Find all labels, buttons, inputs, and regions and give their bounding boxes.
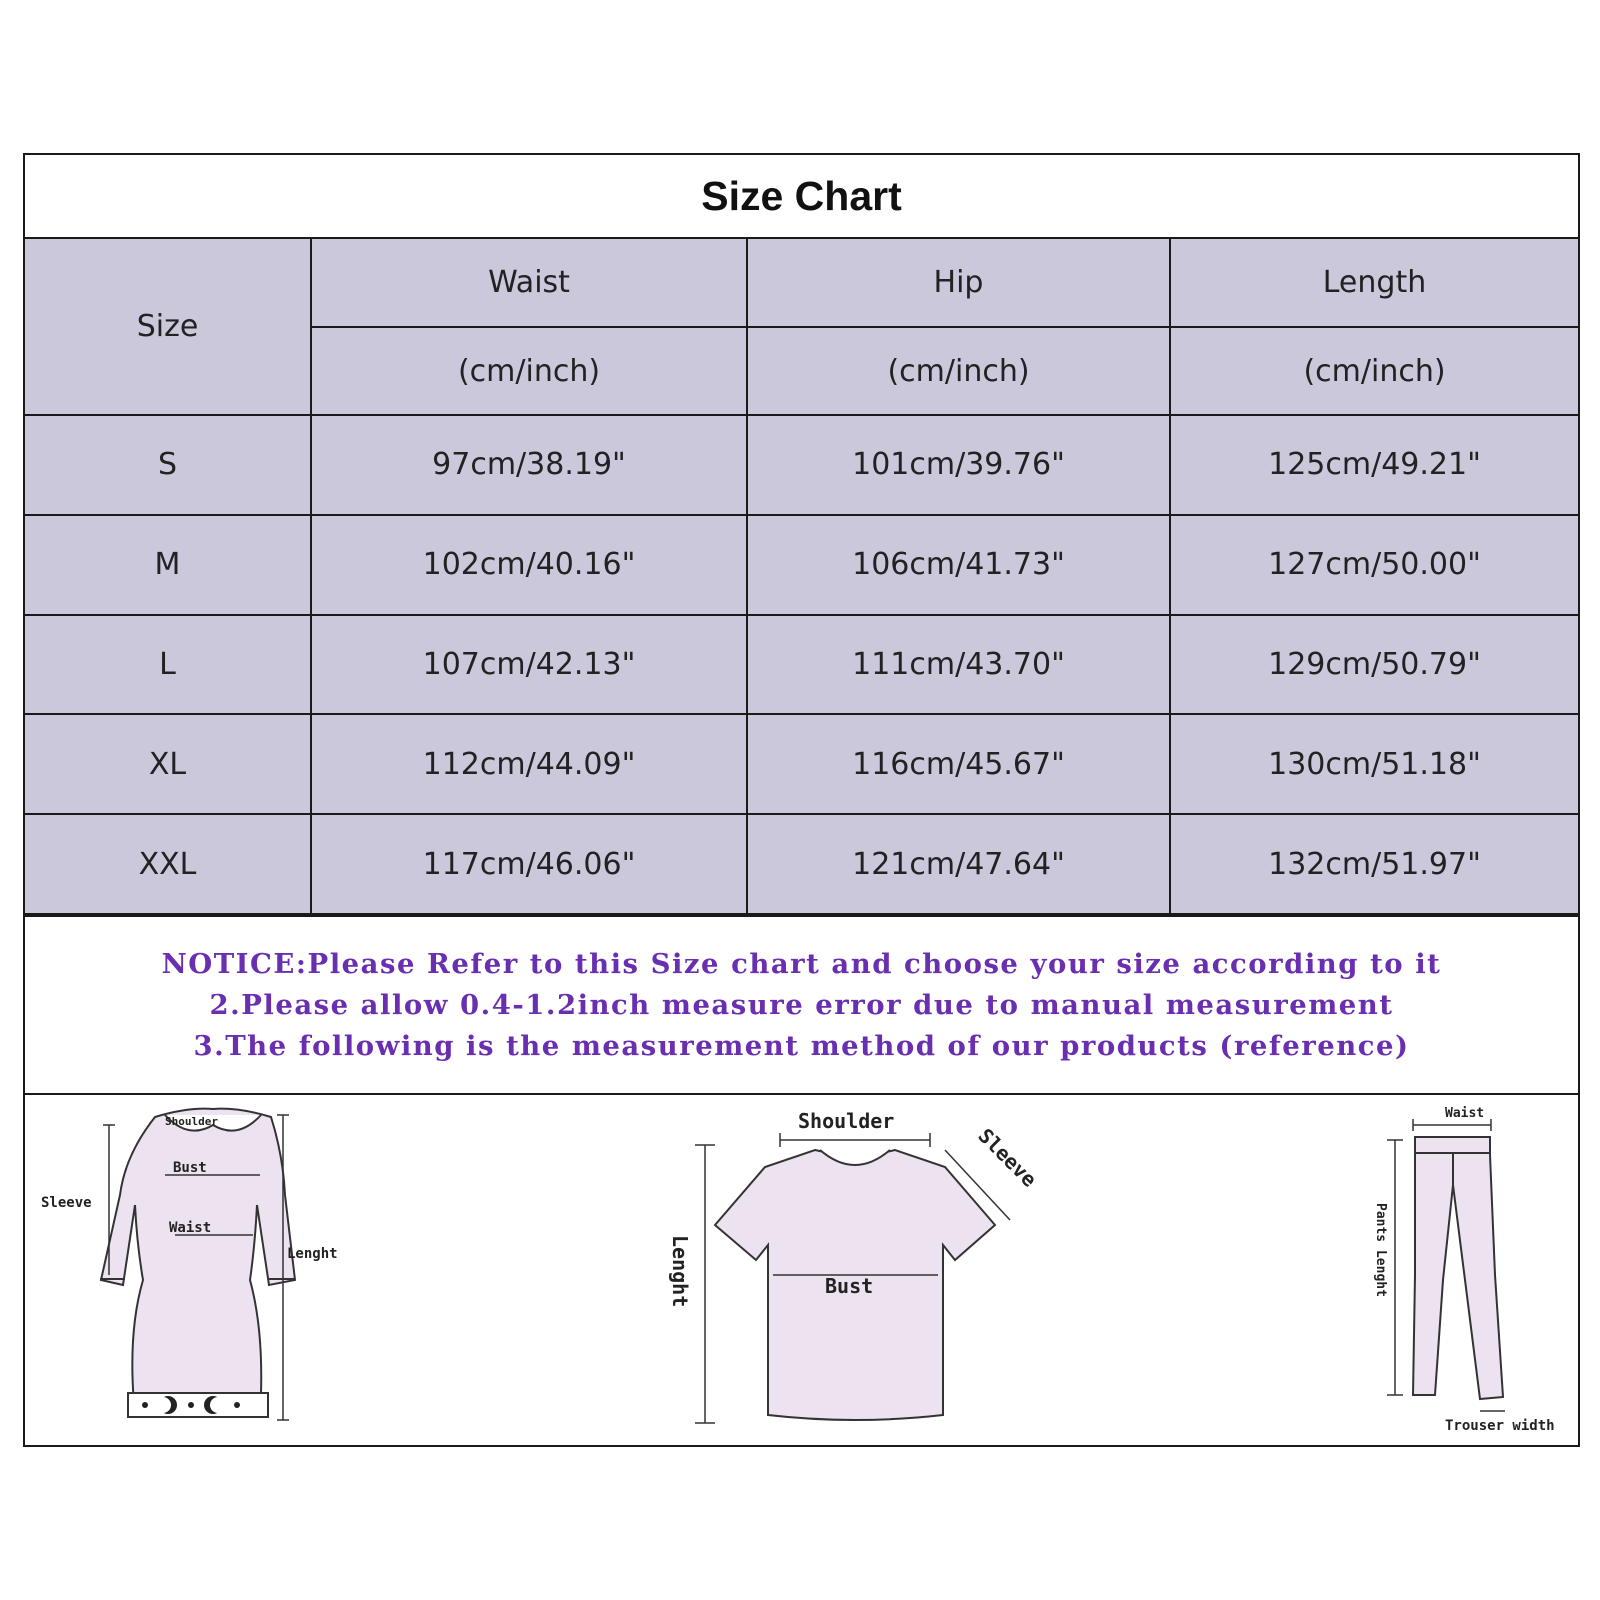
pants-width-label: Trouser width [1445,1418,1555,1434]
table-row [25,415,1578,515]
waist-header: Waist [311,239,747,327]
size-header: Size [25,239,311,415]
table-row [25,814,1578,914]
waist-cell: 117cm/46.06" [311,814,747,914]
dress-bust-label: Bust [173,1160,207,1176]
size-table [25,239,1578,915]
length-cell: 129cm/50.79" [1170,615,1578,715]
pants-waist-label: Waist [1445,1106,1485,1121]
size-cell: XL [25,714,311,814]
pants-diagram [1413,1137,1503,1399]
length-cell: 132cm/51.97" [1170,814,1578,914]
tshirt-shoulder-label: Shoulder [798,1109,895,1133]
dress-shoulder-label: Shoulder [165,1115,218,1128]
table-row [25,515,1578,615]
table-row [25,615,1578,715]
length-unit: (cm/inch) [1170,327,1578,415]
pants-length-label: Pants Lenght [1373,1203,1388,1297]
chart-title: Size Chart [25,155,1578,239]
hip-cell: 101cm/39.76" [747,415,1170,515]
notice-box [25,915,1578,1095]
notice-line-3: 3.The following is the measurement method of our products (reference) [193,1029,1410,1062]
notice-line-2: 2.Please allow 0.4-1.2inch measure error due to manual measurement [209,988,1394,1021]
waist-cell: 97cm/38.19" [311,415,747,515]
hip-cell: 116cm/45.67" [747,714,1170,814]
hip-cell: 111cm/43.70" [747,615,1170,715]
notice-line-1: NOTICE:Please Refer to this Size chart and choose your size according to it [161,947,1442,980]
tshirt-length-label: Lenght [668,1235,692,1308]
dress-diagram [100,1109,295,1417]
length-cell: 127cm/50.00" [1170,515,1578,615]
waist-cell: 112cm/44.09" [311,714,747,814]
size-cell: M [25,515,311,615]
hip-unit: (cm/inch) [747,327,1170,415]
waist-cell: 107cm/42.13" [311,615,747,715]
dress-waist-label: Waist [169,1220,212,1236]
table-row [25,714,1578,814]
length-cell: 125cm/49.21" [1170,415,1578,515]
hip-cell: 121cm/47.64" [747,814,1170,914]
length-header: Length [1170,239,1578,327]
hip-cell: 106cm/41.73" [747,515,1170,615]
dress-sleeve-label: Sleeve [41,1195,92,1211]
hip-header: Hip [747,239,1170,327]
measurement-illustrations [25,1095,1578,1445]
tshirt-sleeve-label: Sleeve [973,1123,1042,1192]
waist-unit: (cm/inch) [311,327,747,415]
size-cell: XXL [25,814,311,914]
length-cell: 130cm/51.18" [1170,714,1578,814]
dress-length-label: Lenght [287,1246,338,1262]
size-cell: L [25,615,311,715]
size-chart-frame [23,153,1580,1447]
tshirt-bust-label: Bust [825,1274,874,1298]
waist-cell: 102cm/40.16" [311,515,747,615]
size-cell: S [25,415,311,515]
measurement-diagrams [25,1095,1578,1445]
